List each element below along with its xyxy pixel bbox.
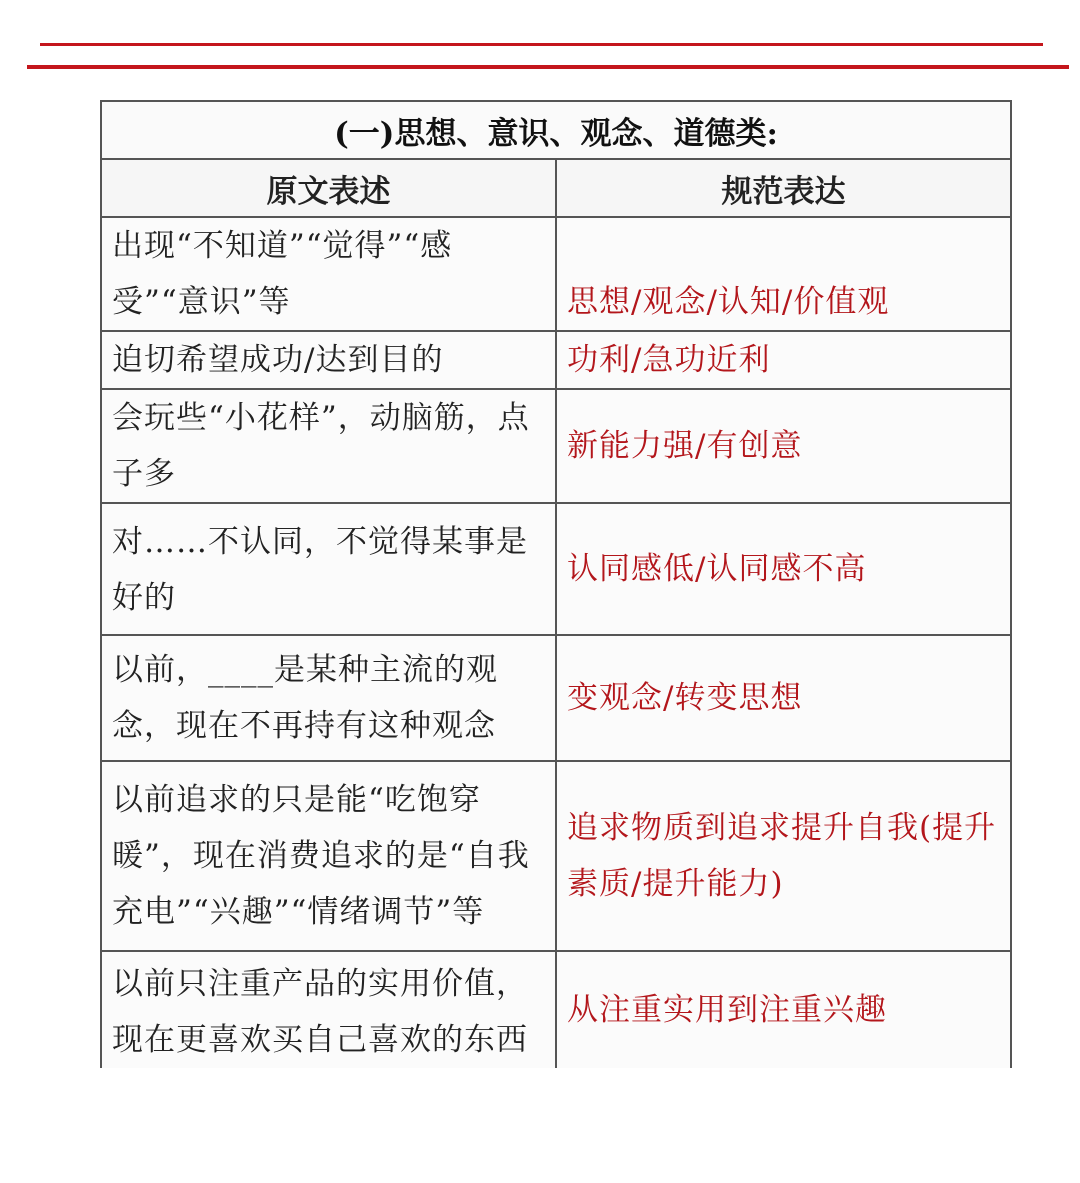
standard-cell: 从注重实用到注重兴趣: [556, 951, 1011, 1068]
original-cell: 以前只注重产品的实用价值，现在更喜欢买自己喜欢的东西: [101, 951, 556, 1068]
standard-cell: 追求物质到追求提升自我(提升素质/提升能力): [556, 761, 1011, 951]
table-row: [101, 503, 1011, 635]
original-cell: 以前，____是某种主流的观念，现在不再持有这种观念: [101, 635, 556, 761]
header-rule-thick: [27, 65, 1069, 69]
header-rule-thin: [40, 43, 1043, 46]
original-cell: 会玩些“小花样”，动脑筋，点子多: [101, 389, 556, 503]
standard-cell: 思想/观念/认知/价值观: [556, 217, 1011, 331]
expression-table: [100, 100, 1012, 1068]
table-row: [101, 217, 1011, 331]
standard-cell: 变观念/转变思想: [556, 635, 1011, 761]
original-cell: 对……不认同，不觉得某事是好的: [101, 503, 556, 635]
table-title-row: [101, 101, 1011, 159]
table-title: (一)思想、意识、观念、道德类:: [101, 101, 1011, 159]
table-row: [101, 389, 1011, 503]
standard-cell: 认同感低/认同感不高: [556, 503, 1011, 635]
column-header-standard: 规范表达: [556, 159, 1011, 217]
original-cell: 出现“不知道”“觉得”“感受”“意识”等: [101, 217, 556, 331]
original-cell: 以前追求的只是能“吃饱穿暖”，现在消费追求的是“自我充电”“兴趣”“情绪调节”等: [101, 761, 556, 951]
table-row: [101, 331, 1011, 389]
column-header-original: 原文表述: [101, 159, 556, 217]
table-header-row: [101, 159, 1011, 217]
standard-cell: 新能力强/有创意: [556, 389, 1011, 503]
original-cell: 迫切希望成功/达到目的: [101, 331, 556, 389]
table-row: [101, 635, 1011, 761]
standard-cell: 功利/急功近利: [556, 331, 1011, 389]
table-row: [101, 951, 1011, 1068]
table-row: [101, 761, 1011, 951]
